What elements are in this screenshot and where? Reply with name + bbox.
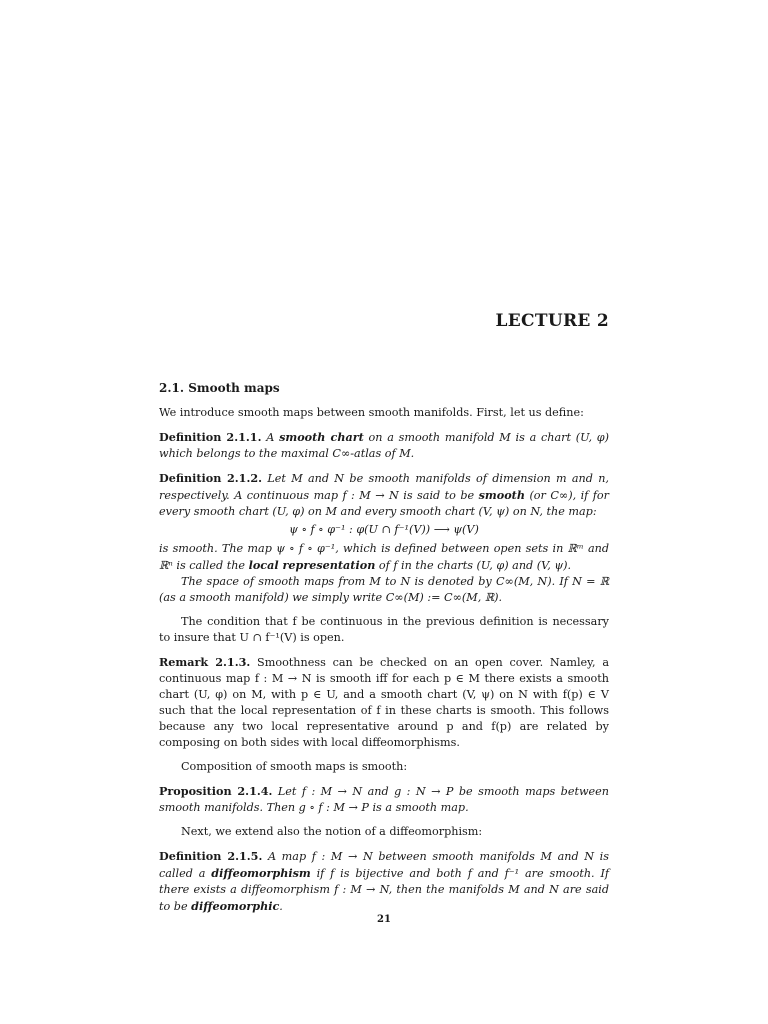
definition-label: Definition 2.1.2. <box>159 471 263 485</box>
definition-space-note: The space of smooth maps from M to N is denoted by C∞(M, N). If N = ℝ (as a smooth manifold) we simply write C∞(M) := C∞(M, ℝ). <box>159 575 609 604</box>
definition-text: . <box>279 900 283 913</box>
section-heading: 2.1. Smooth maps <box>159 381 280 395</box>
diffeomorphism-intro: Next, we extend also the notion of a diffeomorphism: <box>181 825 483 838</box>
definition-text: of f in the charts (U, φ) and (V, ψ). <box>375 559 572 572</box>
definition-text: on a smooth manifold M is a chart (U, φ) which belongs to the maximal C∞-atlas of M. <box>159 431 609 460</box>
definition-text: Let M and N be smooth manifolds of dimension m and n, respectively. A continuous map f : M → N is said to be <box>159 472 609 502</box>
defined-term: smooth <box>478 488 525 502</box>
defined-term: diffeomorphic <box>191 899 280 913</box>
defined-term: smooth chart <box>279 430 364 444</box>
remark-text: Smoothness can be checked on an open cover. Namley, a continuous map f : M → N is smooth iff for each p ∈ M there exists a smooth chart (U, φ) on M, with p ∈ U, and a smooth chart (V, ψ) on N with f(p) ∈ V such that the local representation of f in these charts is smooth. This follows because any two local representative around p and f(p) are related by composing on both sides with local diffeomorphisms. <box>159 656 609 749</box>
defined-term: diffeomorphism <box>211 866 311 880</box>
definition-label: Definition 2.1.5. <box>159 849 263 863</box>
proposition-2-1-4 <box>159 783 609 816</box>
proposition-text: Let f : M → N and g : N → P be smooth maps between smooth manifolds. Then g ∘ f : M → P is a smooth map. <box>159 785 609 814</box>
composition-intro: Composition of smooth maps is smooth: <box>181 760 408 773</box>
page-number: 21 <box>377 914 391 925</box>
proposition-label: Proposition 2.1.4. <box>159 784 273 798</box>
definition-2-1-5 <box>159 848 609 915</box>
display-equation: ψ ∘ f ∘ φ⁻¹ : φ(U ∩ f⁻¹(V)) ⟶ ψ(V) <box>289 523 479 536</box>
defined-term: local representation <box>248 558 376 572</box>
continuity-note: The condition that f be continuous in the previous definition is necessary to insure that U ∩ f⁻¹(V) is open. <box>159 615 609 644</box>
definition-2-1-2 <box>159 470 609 606</box>
definition-continuation <box>159 541 609 574</box>
definition-text: A <box>261 431 280 444</box>
remark-label: Remark 2.1.3. <box>159 655 251 669</box>
remark-2-1-3 <box>159 654 609 751</box>
definition-text: (or C∞), if for every smooth chart (U, φ) on M and every smooth chart (V, ψ) on N, the map: <box>159 489 610 518</box>
definition-label: Definition 2.1.1. <box>159 430 262 444</box>
definition-2-1-1 <box>159 429 609 462</box>
definition-statement <box>159 470 609 520</box>
lecture-title: LECTURE 2 <box>495 311 609 331</box>
definition-text: A map f : M → N between smooth manifolds M and N is called a <box>159 850 609 880</box>
definition-text: is smooth. The map ψ ∘ f ∘ φ⁻¹, which is defined between open sets in ℝᵐ and ℝⁿ is called the <box>159 542 609 572</box>
lecture-body <box>159 380 609 923</box>
definition-text: if f is bijective and both f and f⁻¹ are smooth. If there exists a diffeomorphism f : M → N, then the manifolds M and N are said to be <box>159 867 609 913</box>
intro-paragraph: We introduce smooth maps between smooth manifolds. First, let us define: <box>159 406 584 419</box>
